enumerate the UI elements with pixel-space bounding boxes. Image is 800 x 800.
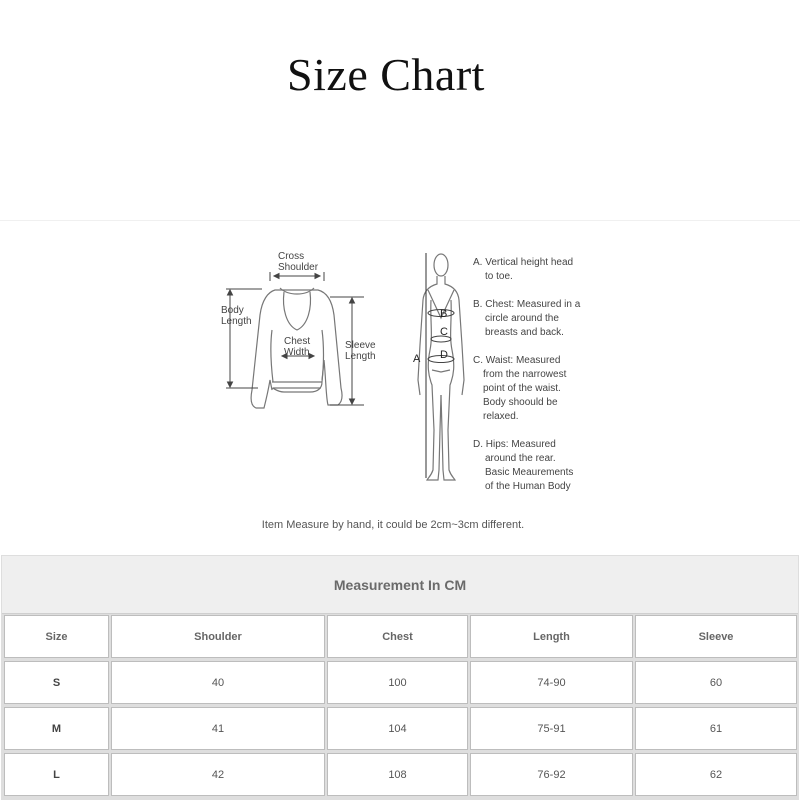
note-c-line: from the narrowest [483,369,567,380]
header-sleeve: Sleeve [635,615,797,658]
table-cell: 74-90 [470,661,633,704]
measure-letter-a: A [413,353,421,365]
table-cell: 60 [635,661,797,704]
size-table [1,555,799,800]
note-a-line: A. Vertical height head [473,257,574,268]
note-b-line: breasts and back. [485,327,564,338]
table-cell: 42 [111,753,325,796]
table-cell: 100 [327,661,468,704]
note-d-line: D. Hips: Measured [473,439,556,450]
header-shoulder: Shoulder [111,615,325,658]
table-cell: 104 [327,707,468,750]
body-figure-icon [418,254,464,480]
note-c-line: relaxed. [483,411,519,422]
note-b-line: B. Chest: Measured in a [473,299,581,310]
cross-shoulder-label: Cross [278,251,305,262]
measure-letter-b: B [440,308,448,320]
header-chest: Chest [327,615,468,658]
table-cell: 76-92 [470,753,633,796]
sleeve-length-label: Sleeve [345,340,376,351]
note-c-line: point of the waist. [483,383,561,394]
table-cell-size: M [4,707,109,750]
table-cell: 40 [111,661,325,704]
measure-letter-d: D [440,349,448,361]
body-length-label: Length [221,316,252,327]
table-cell: 61 [635,707,797,750]
cross-shoulder-label: Shoulder [278,262,319,273]
page-title: Size Chart [287,49,485,100]
note-d-line: Basic Meaurements [485,467,574,478]
table-cell: 62 [635,753,797,796]
table-cell-size: L [4,753,109,796]
note-d-line: around the rear. [485,453,556,464]
header-size: Size [4,615,109,658]
chest-width-label: Chest [284,336,311,347]
measure-note: Item Measure by hand, it could be 2cm~3cm different. [261,519,525,531]
header-length: Length [470,615,633,658]
note-d-line: of the Human Body [485,481,571,492]
note-c-line: C. Waist: Measured [473,355,561,366]
table-cell-size: S [4,661,109,704]
note-a-line: to toe. [485,271,513,282]
measure-letter-c: C [440,326,448,338]
chest-width-label: Width [284,347,310,358]
table-caption: Measurement In CM [2,556,798,614]
note-c-line: Body shoould be [483,397,558,408]
table-cell: 75-91 [470,707,633,750]
table-cell: 41 [111,707,325,750]
table-cell: 108 [327,753,468,796]
sleeve-length-label: Length [345,351,376,362]
body-length-label: Body [221,305,244,316]
note-b-line: circle around the [485,313,559,324]
